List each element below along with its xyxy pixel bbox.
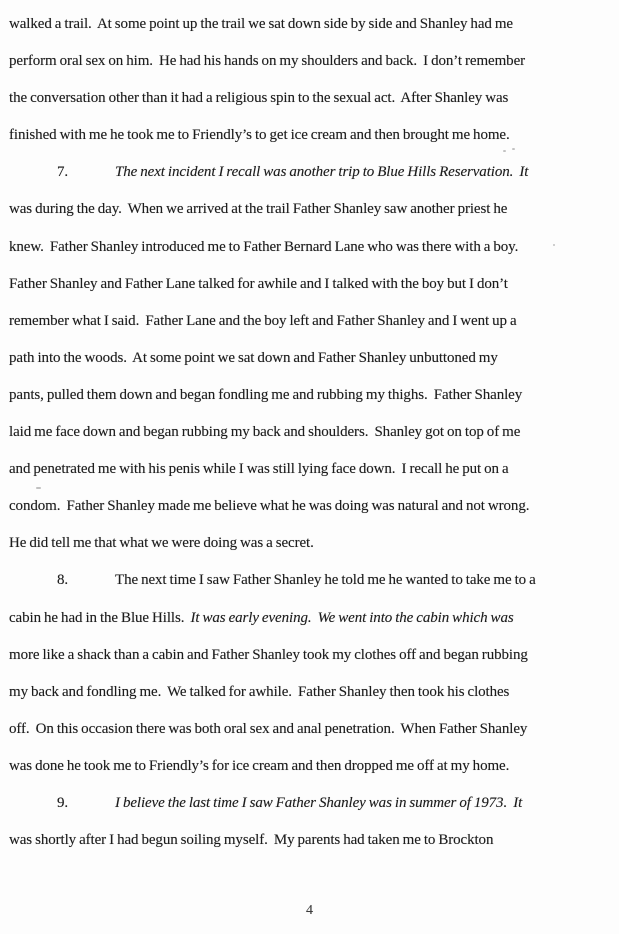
line-text-leaning: It was early evening. We went into the cabin which was [184,609,514,626]
text-line [9,637,613,674]
line-text: remember what I said. Father Lane and the boy left and Father Shanley and I went up a [9,312,517,329]
text-line [9,525,613,562]
paragraph-number: 9. [57,794,69,811]
line-text: knew. Father Shanley introduced me to Father Bernard Lane who was there with a boy. [9,238,519,255]
text-line [9,266,613,303]
line-text: path into the woods. At some point we sat down and Father Shanley unbuttoned my [9,349,498,366]
line-text: was shortly after I had begun soiling myself. My parents had taken me to Brockton [9,832,494,849]
line-text: my back and fondling me. We talked for awhile. Father Shanley then took his clothes [9,683,510,700]
text-line [9,600,613,637]
line-text: Father Shanley and Father Lane talked for awhile and I talked with the boy but I don’t [9,275,508,292]
paragraph-number: 8. [57,572,69,589]
text-line [9,80,613,117]
text-line [9,117,613,154]
line-text: walked a trail. At some point up the trail we sat down side by side and Shanley had me [9,16,513,32]
line-text: was done he took me to Friendly’s for ice cream and then dropped me off at my home. [9,757,510,774]
text-line [9,488,613,525]
text-line [9,154,613,191]
text-line [9,303,613,340]
line-text-leaning: The next incident I recall was another trip to Blue Hills Reservation. It [115,164,529,181]
scan-artifact-dot [512,148,515,150]
text-line [9,822,613,859]
text-line [9,6,613,43]
line-text: was during the day. When we arrived at the trail Father Shanley saw another priest he [9,201,508,218]
text-line [9,451,613,488]
text-line [9,43,613,80]
line-text-leaning: I believe the last time I saw Father Shanley was in summer of 1973. It [115,794,523,811]
line-text: pants, pulled them down and began fondling me and rubbing my thighs. Father Shanley [9,386,523,403]
text-line [9,674,613,711]
text-line [9,748,613,785]
page-number: 4 [306,903,313,918]
line-text: perform oral sex on him. He had his hands on my shoulders and back. I don’t remember [9,53,526,70]
text-line [9,191,613,228]
line-text: laid me face down and began rubbing my back and shoulders. Shanley got on top of me [9,424,521,441]
scan-artifact-dot [503,150,506,152]
line-text: The next time I saw Father Shanley he told me he wanted to take me to a [115,572,536,589]
text-line [9,414,613,451]
line-text: and penetrated me with his penis while I was still lying face down. I recall he put on a [9,461,509,478]
text-line [9,785,613,822]
line-text: He did tell me that what we were doing was a secret. [9,535,314,552]
line-text: condom. Father Shanley made me believe what he was doing was natural and not wrong. [9,498,530,515]
text-line [9,562,613,599]
line-text: finished with me he took me to Friendly’s to get ice cream and then brought me home. [9,127,510,144]
text-line [9,229,613,266]
line-text: cabin he had in the Blue Hills. [9,609,185,626]
line-text: off. On this occasion there was both oral sex and anal penetration. When Father Shanley [9,720,528,737]
text-line [9,711,613,748]
paragraph-number: 7. [57,164,69,181]
text-line [9,377,613,414]
line-text: more like a shack than a cabin and Father Shanley took my clothes off and began rubbing [9,646,528,663]
affidavit-text-block [9,6,613,859]
scan-artifact-dot [36,487,41,489]
line-text: the conversation other than it had a religious spin to the sexual act. After Shanley was [9,90,509,107]
scan-artifact-dot [553,244,555,246]
text-line [9,340,613,377]
